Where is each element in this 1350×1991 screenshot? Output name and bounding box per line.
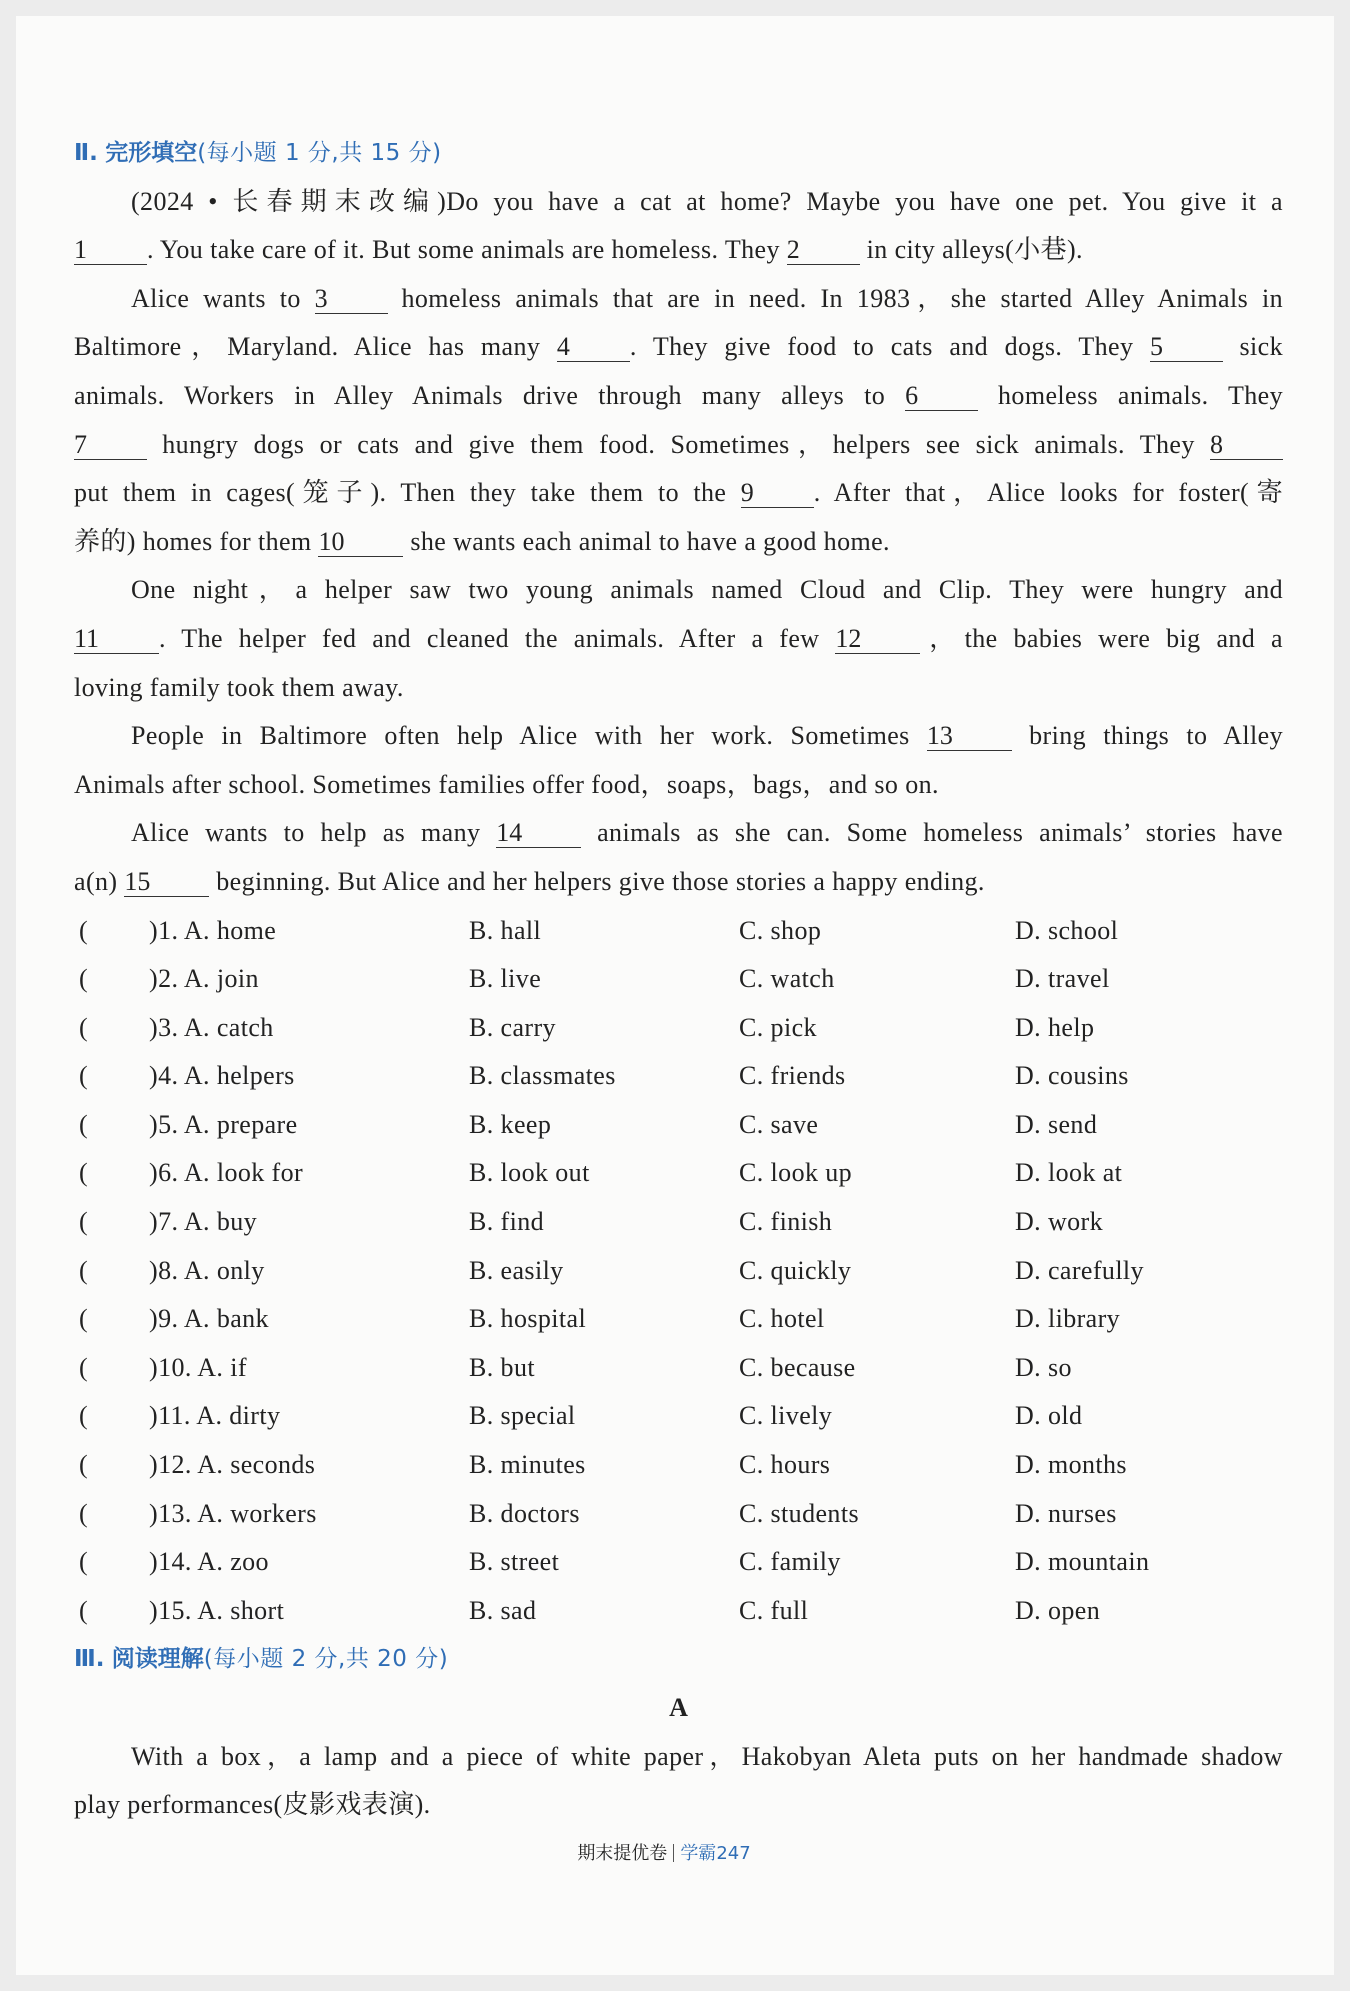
- option-a: A. prepare: [183, 1109, 298, 1139]
- answer-bracket-open: (: [79, 1547, 89, 1577]
- text-run: beginning. But Alice and her helpers give those stories a happy ending.: [209, 866, 985, 896]
- text-line: [74, 275, 1283, 324]
- page-footer: [74, 1830, 1283, 1879]
- text-run: homeless animals. They: [978, 380, 1283, 410]
- text-line: [74, 566, 1283, 615]
- question-number: 5.: [158, 1109, 179, 1139]
- text-run: bring things to Alley: [1011, 721, 1283, 751]
- paragraph: [74, 1733, 1283, 1830]
- option-b: B. hospital: [469, 1304, 587, 1334]
- option-row: [74, 1295, 1283, 1344]
- blank-2: 2: [787, 236, 860, 265]
- option-c: C. hours: [739, 1450, 831, 1480]
- paragraph: [74, 712, 1283, 809]
- question-number-and-option-a: [149, 1295, 269, 1344]
- section-score-note: (每小题 1 分,共 15 分): [197, 140, 442, 166]
- option-c: C. students: [739, 1498, 859, 1528]
- answer-bracket-open: (: [79, 1207, 89, 1237]
- page-number: 247: [716, 1842, 751, 1864]
- answer-bracket-close: ): [149, 1498, 159, 1528]
- answer-bracket-close: ): [149, 1450, 159, 1480]
- option-c: C. quickly: [739, 1255, 852, 1285]
- text-run: Baltimore，Maryland. Alice has many: [74, 332, 557, 362]
- option-b: B. hall: [469, 915, 542, 945]
- question-number: 11.: [158, 1401, 191, 1431]
- option-b: B. sad: [469, 1595, 537, 1625]
- answer-bracket-open: (: [79, 964, 89, 994]
- text-line: [74, 323, 1283, 372]
- option-d: D. school: [1015, 915, 1119, 945]
- blank-7: 7: [74, 431, 147, 460]
- footer-book-title: 期末提优卷: [577, 1842, 668, 1864]
- text-run: Alice wants to help as many: [131, 818, 497, 848]
- cloze-passage: [74, 178, 1283, 907]
- question-number: 4.: [158, 1061, 179, 1091]
- option-c: C. save: [739, 1109, 819, 1139]
- option-c: C. family: [739, 1547, 841, 1577]
- question-number-and-option-a: [149, 1052, 295, 1101]
- text-line: [74, 178, 1283, 227]
- option-b: B. classmates: [469, 1061, 616, 1091]
- option-a: A. short: [197, 1595, 285, 1625]
- option-row: [74, 1490, 1283, 1539]
- blank-11: 11: [74, 625, 159, 654]
- option-c: C. full: [739, 1595, 809, 1625]
- question-number: 15.: [158, 1595, 192, 1625]
- option-d: D. so: [1015, 1352, 1072, 1382]
- option-d: D. travel: [1015, 964, 1110, 994]
- option-c: C. pick: [739, 1012, 817, 1042]
- text-run: hungry dogs or cats and give them food. Sometimes，helpers see sick animals. They: [147, 429, 1210, 459]
- answer-bracket-open: (: [79, 1255, 89, 1285]
- paragraph: [74, 809, 1283, 906]
- option-row: [74, 1344, 1283, 1393]
- answer-bracket-open: (: [79, 1304, 89, 1334]
- option-d: D. open: [1015, 1595, 1101, 1625]
- paragraph: [74, 275, 1283, 567]
- option-a: A. if: [197, 1352, 247, 1382]
- page-content: [74, 129, 1283, 1878]
- question-number-and-option-a: [149, 1101, 298, 1150]
- text-run: With a box，a lamp and a piece of white paper，Hakobyan Aleta puts on her handmade shadow: [131, 1741, 1283, 1771]
- blank-14: 14: [496, 819, 581, 848]
- text-line: [74, 809, 1283, 858]
- option-b: B. special: [469, 1401, 576, 1431]
- question-number-and-option-a: [149, 907, 276, 956]
- text-run: ，the babies were big and a: [920, 623, 1283, 653]
- text-run: homeless animals that are in need. In 1983，she started Alley Animals in: [387, 283, 1284, 313]
- text-line: [74, 761, 1283, 810]
- option-a: A. workers: [197, 1498, 317, 1528]
- question-number: 13.: [158, 1498, 192, 1528]
- question-number-and-option-a: [149, 1441, 315, 1490]
- blank-1: 1: [74, 236, 147, 265]
- text-line: [74, 372, 1283, 421]
- option-c: C. look up: [739, 1158, 853, 1188]
- option-row: [74, 1101, 1283, 1150]
- answer-bracket-open: (: [79, 1595, 89, 1625]
- footer-divider: [673, 1844, 674, 1862]
- passage-label: A: [669, 1693, 688, 1722]
- question-number: 8.: [158, 1255, 179, 1285]
- text-run: play performances(皮影戏表演).: [74, 1790, 431, 1820]
- text-line: [74, 712, 1283, 761]
- text-run: (2024 • 长春期末改编)Do you have a cat at home? Maybe you have one pet. You give it a: [131, 186, 1283, 216]
- option-b: B. doctors: [469, 1498, 580, 1528]
- answer-bracket-close: ): [149, 1595, 159, 1625]
- answer-bracket-close: ): [149, 1109, 159, 1139]
- option-d: D. months: [1015, 1450, 1127, 1480]
- option-c: C. because: [739, 1352, 856, 1382]
- section-numeral: Ⅲ.: [74, 1646, 105, 1673]
- section-heading-reading: [74, 1635, 1283, 1684]
- option-a: A. look for: [183, 1158, 304, 1188]
- section-numeral: Ⅱ.: [74, 140, 98, 166]
- text-run: a(n): [74, 866, 125, 896]
- paragraph: [74, 178, 1283, 275]
- question-number: 1.: [158, 915, 179, 945]
- answer-bracket-close: ): [149, 1061, 159, 1091]
- question-number-and-option-a: [149, 1490, 317, 1539]
- answer-bracket-open: (: [79, 1352, 89, 1382]
- answer-bracket-open: (: [79, 1450, 89, 1480]
- footer-brand: 学霸: [680, 1842, 717, 1864]
- option-a: A. zoo: [197, 1547, 269, 1577]
- option-a: A. join: [183, 964, 259, 994]
- blank-13: 13: [927, 722, 1012, 751]
- answer-bracket-close: ): [149, 1207, 159, 1237]
- option-b: B. find: [469, 1207, 545, 1237]
- text-run: animals. Workers in Alley Animals drive through many alleys to: [74, 380, 906, 410]
- blank-15: 15: [124, 868, 209, 897]
- question-number: 2.: [158, 964, 179, 994]
- text-run: One night，a helper saw two young animals named Cloud and Clip. They were hungry and: [131, 575, 1283, 605]
- option-d: D. send: [1015, 1109, 1098, 1139]
- reading-passage: [74, 1733, 1283, 1830]
- option-d: D. mountain: [1015, 1547, 1150, 1577]
- question-number-and-option-a: [149, 1587, 284, 1636]
- question-number-and-option-a: [149, 1344, 247, 1393]
- answer-bracket-close: ): [149, 915, 159, 945]
- text-line: [74, 615, 1283, 664]
- option-a: A. home: [183, 915, 277, 945]
- text-run: . The helper fed and cleaned the animals. After a few: [159, 623, 836, 653]
- blank-6: 6: [905, 382, 978, 411]
- option-b: B. keep: [469, 1109, 552, 1139]
- answer-bracket-open: (: [79, 1158, 89, 1188]
- blank-5: 5: [1150, 333, 1223, 362]
- section-title: 阅读理解: [111, 1646, 204, 1673]
- section-heading-cloze: [74, 129, 1283, 178]
- option-row: [74, 1587, 1283, 1636]
- answer-bracket-close: ): [149, 1352, 159, 1382]
- text-run: Alice wants to: [131, 283, 315, 313]
- answer-bracket-close: ): [149, 1401, 159, 1431]
- option-d: D. look at: [1015, 1158, 1123, 1188]
- option-row: [74, 955, 1283, 1004]
- option-c: C. hotel: [739, 1304, 825, 1334]
- option-b: B. live: [469, 964, 542, 994]
- text-line: [74, 518, 1283, 567]
- question-number-and-option-a: [149, 1247, 265, 1296]
- option-row: [74, 1149, 1283, 1198]
- answer-bracket-open: (: [79, 1012, 89, 1042]
- option-d: D. cousins: [1015, 1061, 1129, 1091]
- option-a: A. catch: [183, 1012, 274, 1042]
- answer-bracket-open: (: [79, 915, 89, 945]
- text-run: . You take care of it. But some animals are homeless. They: [147, 235, 787, 265]
- text-run: 养的) homes for them: [74, 526, 319, 556]
- text-run: Animals after school. Sometimes families offer food，soaps，bags，and so on.: [74, 769, 939, 799]
- option-a: A. only: [183, 1255, 265, 1285]
- option-d: D. carefully: [1015, 1255, 1144, 1285]
- question-number-and-option-a: [149, 1392, 280, 1441]
- option-b: B. carry: [469, 1012, 556, 1042]
- text-line: [74, 1781, 1283, 1830]
- answer-bracket-open: (: [79, 1109, 89, 1139]
- answer-bracket-close: ): [149, 964, 159, 994]
- option-a: A. bank: [183, 1304, 269, 1334]
- question-number-and-option-a: [149, 1149, 303, 1198]
- option-d: D. help: [1015, 1012, 1095, 1042]
- answer-bracket-close: ): [149, 1158, 159, 1188]
- option-b: B. easily: [469, 1255, 564, 1285]
- option-b: B. look out: [469, 1158, 590, 1188]
- option-d: D. work: [1015, 1207, 1104, 1237]
- answer-bracket-close: ): [149, 1304, 159, 1334]
- option-c: C. finish: [739, 1207, 833, 1237]
- text-run: animals as she can. Some homeless animals’ stories have: [581, 818, 1283, 848]
- text-run: put them in cages(笼子). Then they take them to the: [74, 478, 741, 508]
- blank-12: 12: [835, 625, 920, 654]
- option-c: C. friends: [739, 1061, 846, 1091]
- text-line: [74, 226, 1283, 275]
- cloze-options: [74, 907, 1283, 1636]
- text-run: she wants each animal to have a good home.: [403, 526, 890, 556]
- option-d: D. nurses: [1015, 1498, 1117, 1528]
- question-number-and-option-a: [149, 1538, 269, 1587]
- question-number: 6.: [158, 1158, 179, 1188]
- option-row: [74, 1052, 1283, 1101]
- option-b: B. minutes: [469, 1450, 586, 1480]
- option-a: A. dirty: [196, 1401, 281, 1431]
- text-line: [74, 858, 1283, 907]
- option-row: [74, 1247, 1283, 1296]
- blank-4: 4: [557, 333, 630, 362]
- option-row: [74, 1392, 1283, 1441]
- question-number: 9.: [158, 1304, 179, 1334]
- option-a: A. buy: [183, 1207, 258, 1237]
- option-row: [74, 1004, 1283, 1053]
- option-b: B. street: [469, 1547, 560, 1577]
- answer-bracket-close: ): [149, 1547, 159, 1577]
- text-run: in city alleys(小巷).: [859, 235, 1083, 265]
- option-c: C. lively: [739, 1401, 833, 1431]
- option-row: [74, 1198, 1283, 1247]
- option-row: [74, 1441, 1283, 1490]
- answer-bracket-close: ): [149, 1255, 159, 1285]
- blank-8: 8: [1210, 431, 1283, 460]
- question-number: 12.: [158, 1450, 192, 1480]
- question-number: 10.: [158, 1352, 192, 1382]
- option-b: B. but: [469, 1352, 535, 1382]
- question-number-and-option-a: [149, 955, 259, 1004]
- option-d: D. old: [1015, 1401, 1083, 1431]
- question-number: 3.: [158, 1012, 179, 1042]
- option-a: A. helpers: [183, 1061, 295, 1091]
- question-number-and-option-a: [149, 1004, 274, 1053]
- paragraph: [74, 566, 1283, 712]
- blank-10: 10: [318, 528, 403, 557]
- question-number: 14.: [158, 1547, 192, 1577]
- text-line: [74, 469, 1283, 518]
- answer-bracket-open: (: [79, 1498, 89, 1528]
- question-number-and-option-a: [149, 1198, 257, 1247]
- answer-bracket-close: ): [149, 1012, 159, 1042]
- text-line: [74, 664, 1283, 713]
- blank-3: 3: [315, 285, 388, 314]
- text-line: [74, 1733, 1283, 1782]
- option-row: [74, 1538, 1283, 1587]
- section-score-note: (每小题 2 分,共 20 分): [203, 1646, 449, 1673]
- question-number: 7.: [158, 1207, 179, 1237]
- option-a: A. seconds: [197, 1450, 316, 1480]
- option-c: C. shop: [739, 915, 822, 945]
- option-d: D. library: [1015, 1304, 1121, 1334]
- section-title: 完形填空: [105, 140, 198, 166]
- option-row: [74, 907, 1283, 956]
- text-run: . After that，Alice looks for foster(寄: [813, 478, 1284, 508]
- text-run: loving family took them away.: [74, 672, 404, 702]
- text-run: sick: [1222, 332, 1283, 362]
- text-run: . They give food to cats and dogs. They: [629, 332, 1150, 362]
- text-line: [74, 421, 1283, 470]
- blank-9: 9: [741, 479, 814, 508]
- answer-bracket-open: (: [79, 1401, 89, 1431]
- text-run: People in Baltimore often help Alice with her work. Sometimes: [131, 721, 927, 751]
- answer-bracket-open: (: [79, 1061, 89, 1091]
- exam-page: [16, 16, 1334, 1975]
- option-c: C. watch: [739, 964, 835, 994]
